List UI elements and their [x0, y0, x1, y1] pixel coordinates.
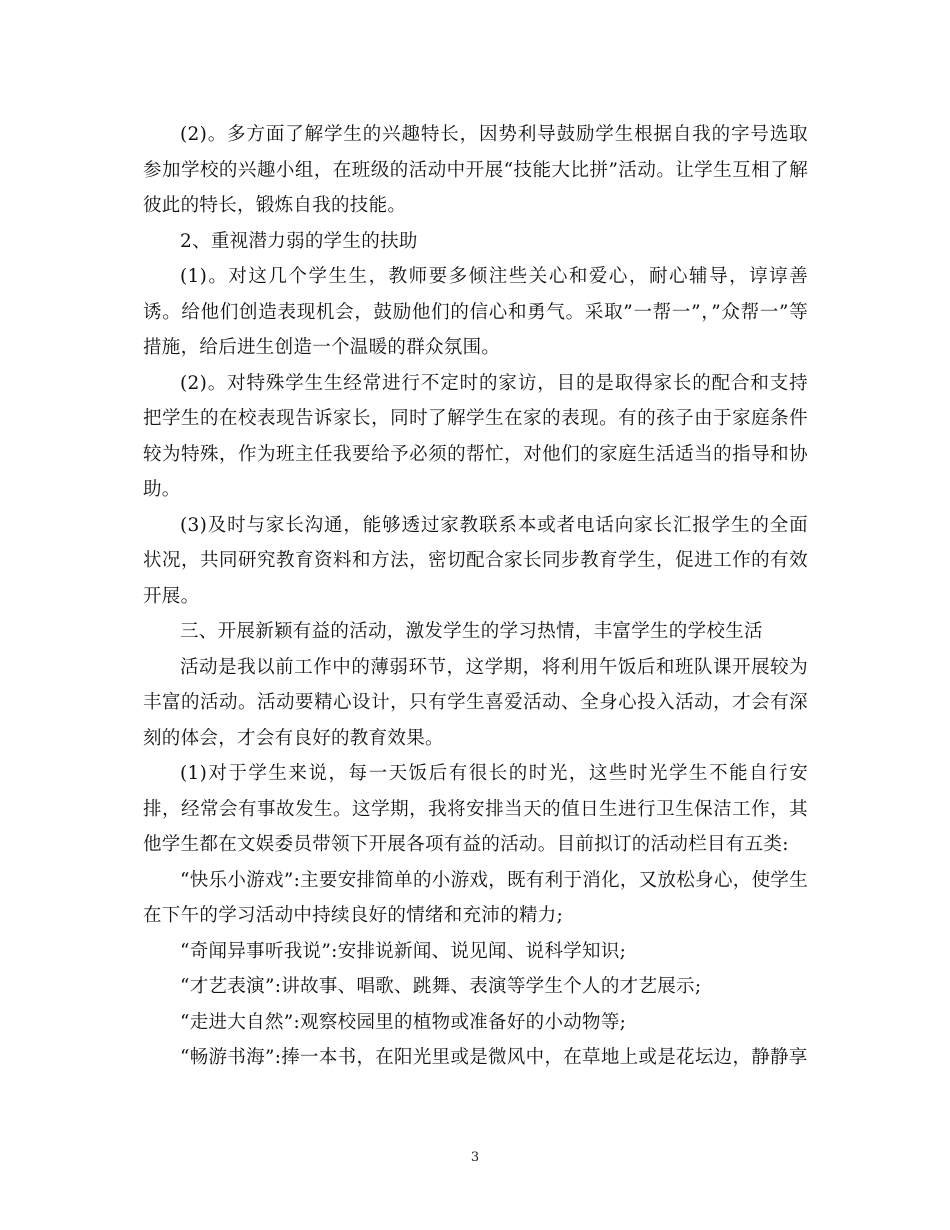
section-heading: 三、开展新颖有益的活动，激发学生的学习热情，丰富学生的学校生活 — [180, 621, 763, 642]
paragraph: (3)及时与家长沟通，能够透过家教联系本或者电话向家长汇报学生的全面状况，共同研究教育资料和方法，密切配合家长同步教育学生，促进工作的有效开展。 — [143, 514, 808, 607]
paragraph: (2)。对特殊学生生经常进行不定时的家访，目的是取得家长的配合和支持把学生的在校表现告诉家长，同时了解学生在家的表现。有的孩子由于家庭条件较为特殊，作为班主任我要给予必须的帮忙，对他们的家庭生活适当的指导和协助。 — [143, 372, 808, 500]
paragraph: (1)。对这几个学生生，教师要多倾注些关心和爱心，耐心辅导，谆谆善诱。给他们创造表现机会，鼓励他们的信心和勇气。采取”一帮一”，”众帮一”等措施，给后进生创造一个温暖的群众氛围。 — [143, 266, 808, 358]
page-number: 3 — [470, 1150, 480, 1165]
paragraph: (2)。多方面了解学生的兴趣特长，因势利导鼓励学生根据自我的字号选取参加学校的兴趣小组，在班级的活动中开展“技能大比拼”活动。让学生互相了解彼此的特长，锻炼自我的技能。 — [143, 124, 808, 216]
paragraph: “快乐小游戏”:主要安排简单的小游戏，既有利于消化，又放松身心，使学生在下午的学习活动中持续良好的情绪和充沛的精力; — [143, 869, 808, 926]
paragraph: 活动是我以前工作中的薄弱环节，这学期，将利用午饭后和班队课开展较为丰富的活动。活动要精心设计，只有学生喜爱活动、全身心投入活动，才会有深刻的体会，才会有良好的教育效果。 — [143, 656, 808, 749]
paragraph: “畅游书海”:捧一本书，在阳光里或是微风中，在草地上或是花坛边，静静享 — [180, 1047, 808, 1068]
section-heading: 2、重视潜力弱的学生的扶助 — [180, 230, 418, 252]
paragraph: “奇闻异事听我说”:安排说新闻、说见闻、说科学知识; — [180, 940, 627, 962]
paragraph: (1)对于学生来说，每一天饭后有很长的时光，这些时光学生不能自行安排，经常会有事故发生。这学期，我将安排当天的值日生进行卫生保洁工作，其他学生都在文娱委员带领下开展各项有益的活动。目前拟订的活动栏目有五类: — [143, 763, 808, 855]
body-text — [143, 117, 808, 1076]
paragraph: “才艺表演”:讲故事、唱歌、跳舞、表演等学生个人的才艺展示; — [180, 976, 702, 997]
paragraph: “走进大自然”:观察校园里的植物或准备好的小动物等; — [180, 1011, 627, 1033]
